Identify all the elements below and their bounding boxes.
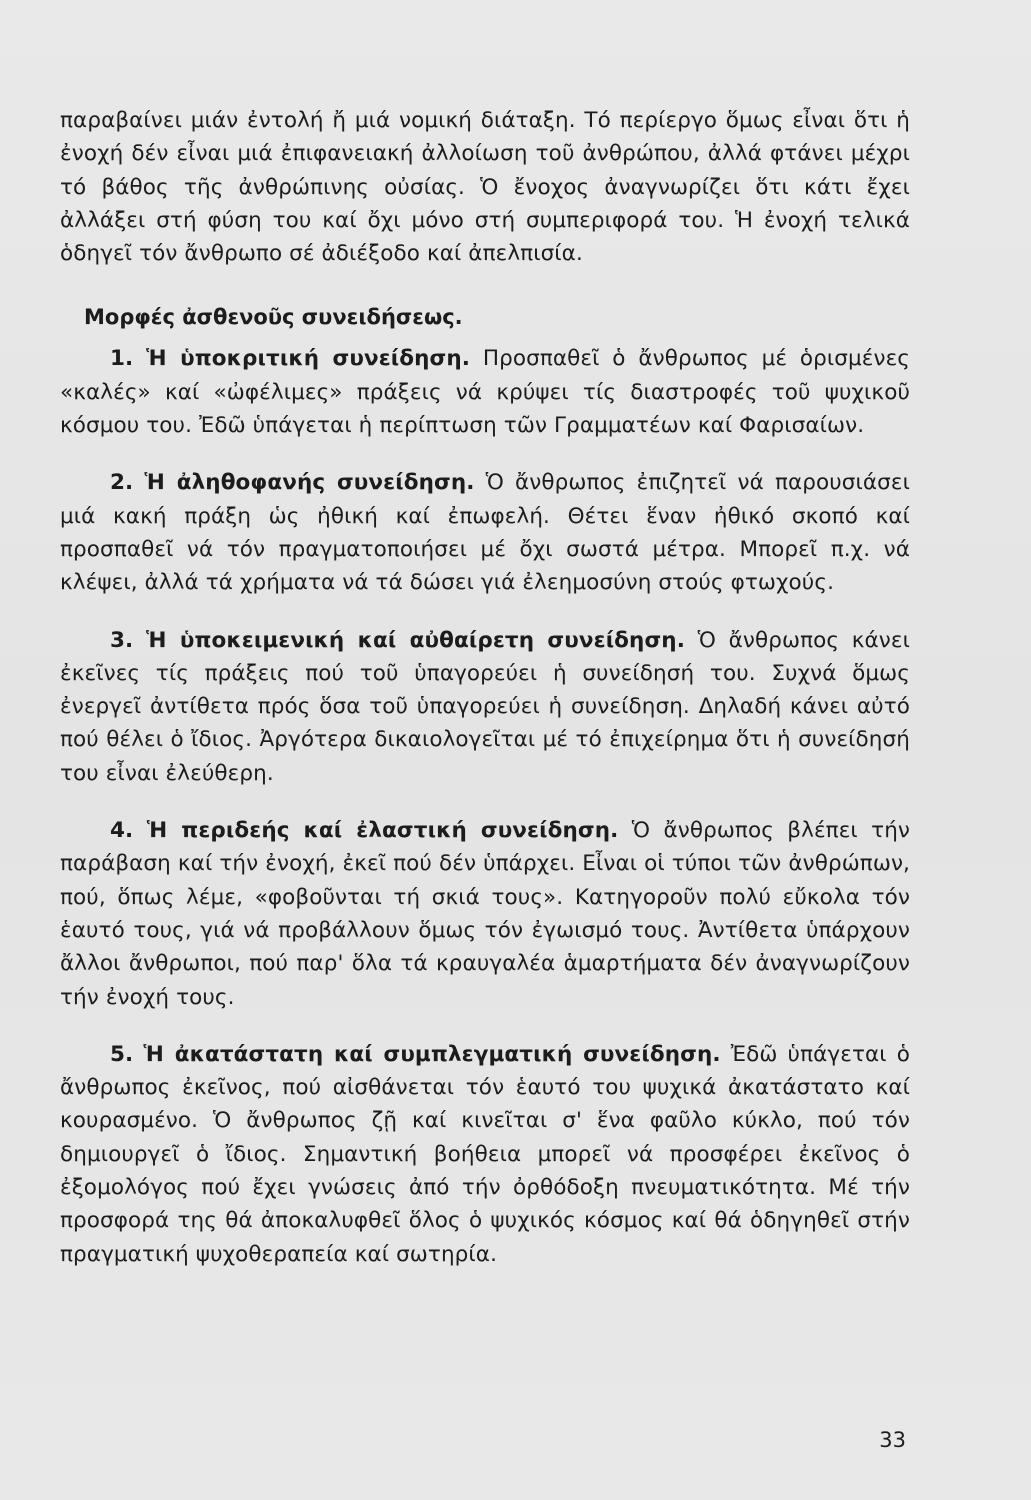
item-number: 1. — [110, 346, 134, 372]
item-term: Ἡ ἀκατάστατη καί συμπλεγματική συνείδηση. — [143, 1041, 721, 1067]
item-text: Ὁ ἄνθρωπος βλέπει τήν παράβαση καί τήν ἐνοχή, ἐκεῖ πού δέν ὑπάρχει. Εἶναι οἱ τύποι τῶν ἀνθρώπων, πού, ὅπως λέμε, «φοβοῦνται τή σκιά τους». Κατηγοροῦν πολύ εὔκολα τόν ἑαυτό τους, γιά νά προβάλλουν ὅμως τόν ἐγωισμό τους. Ἀντίθετα ὑπάρχουν ἄλλοι ἄνθρωποι, πού παρ' ὅλα τά κραυγαλέα ἁμαρτήματα δέν ἀναγνωρίζουν τήν ἐνοχή τους. — [60, 818, 911, 1010]
page-number: 33 — [879, 1428, 906, 1452]
item-text: Ὁ ἄνθρωπος ἐπιζητεῖ νά παρουσιάσει μιά κακή πράξη ὡς ἠθική καί ἐπωφελή. Θέτει ἕναν ἠθικό σκοπό καί προσπαθεῖ νά τόν πραγματοποιήσει μέ ὄχι σωστά μέτρα. Μπορεῖ π.χ. νά κλέψει, ἀλλά τά χρήματα νά τά δώσει γιά ἐλεημοσύνη στούς φτωχούς. — [60, 470, 911, 596]
item-text: Ἐδῶ ὑπάγεται ὁ ἄνθρωπος ἐκεῖνος, πού αἰσθάνεται τόν ἑαυτό του ψυχικά ἀκατάστατο καί κουρασμένο. Ὁ ἄνθρωπος ζῇ καί κινεῖται σ' ἕνα φαῦλο κύκλο, πού τόν δημιουργεῖ ὁ ἴδιος. Σημαντική βοήθεια μπορεῖ νά προσφέρει ἐκεῖνος ὁ ἐξομολόγος πού ἔχει γνώσεις ἀπό τήν ὀρθόδοξη πνευματικότητα. Μέ τήν προσφορά της θά ἀποκαλυφθεῖ ὅλος ὁ ψυχικός κόσμος καί θά ὁδηγηθεῖ στήν πραγματική ψυχοθεραπεία καί σωτηρία. — [60, 1041, 910, 1267]
item-term: Ἡ ὑποκειμενική καί αὐθαίρετη συνείδηση. — [145, 627, 685, 653]
intro-paragraph: παραβαίνει μιάν ἐντολή ἤ μιά νομική διάταξη. Τό περίεργο ὅμως εἶναι ὅτι ἡ ἐνοχή δέν εἶναι μιά ἐπιφανειακή ἀλλοίωση τοῦ ἀνθρώπου, ἀλλά φτάνει μέχρι τό βάθος τῆς ἀνθρώπινης οὐσίας. Ὁ ἔνοχος ἀναγνωρίζει ὅτι κάτι ἔχει ἀλλάξει στή φύση του καί ὄχι μόνο στή συμπεριφορά του. Ἡ ἐνοχή τελικά ὁδηγεῖ τόν ἄνθρωπο σέ ἀδιέξοδο καί ἀπελπισία. — [60, 108, 910, 267]
list-item — [60, 466, 910, 599]
item-term: Ἡ ἀληθοφανής συνείδηση. — [144, 470, 475, 496]
list-item — [60, 624, 910, 790]
item-number: 2. — [110, 470, 134, 496]
item-text: Ὁ ἄνθρωπος κάνει ἐκεῖνες τίς πράξεις πού τοῦ ὑπαγορεύει ἡ συνείδησή του. Συχνά ὅμως ἐνεργεῖ ἀντίθετα πρός ὅσα τοῦ ὑπαγορεύει ἡ συνείδηση. Δηλαδή κάνει αὐτό πού θέλει ὁ ἴδιος. Ἀργότερα δικαιολογεῖται μέ τό ἐπιχείρημα ὅτι ἡ συνείδησή του εἶναι ἐλεύθερη. — [60, 627, 911, 786]
page-body — [60, 104, 910, 1271]
list-item — [60, 1038, 910, 1271]
item-term: Ἡ ὑποκριτική συνείδηση. — [146, 346, 471, 372]
list-item — [60, 342, 910, 442]
item-number: 3. — [110, 627, 134, 653]
item-text: Προσπαθεῖ ὁ ἄνθρωπος μέ ὁρισμένες «καλές» καί «ὠφέλιμες» πράξεις νά κρύψει τίς διαστροφές τοῦ ψυχικοῦ κόσμου του. Ἐδῶ ὑπάγεται ἡ περίπτωση τῶν Γραμματέων καί Φαρισαίων. — [60, 346, 911, 439]
item-number: 4. — [110, 818, 134, 844]
item-term: Ἡ περιδεής καί ἐλαστική συνείδηση. — [146, 818, 619, 844]
section-title: Μορφές ἀσθενοῦς συνειδήσεως. — [84, 305, 463, 330]
list-item — [60, 814, 910, 1014]
item-number: 5. — [110, 1041, 134, 1067]
